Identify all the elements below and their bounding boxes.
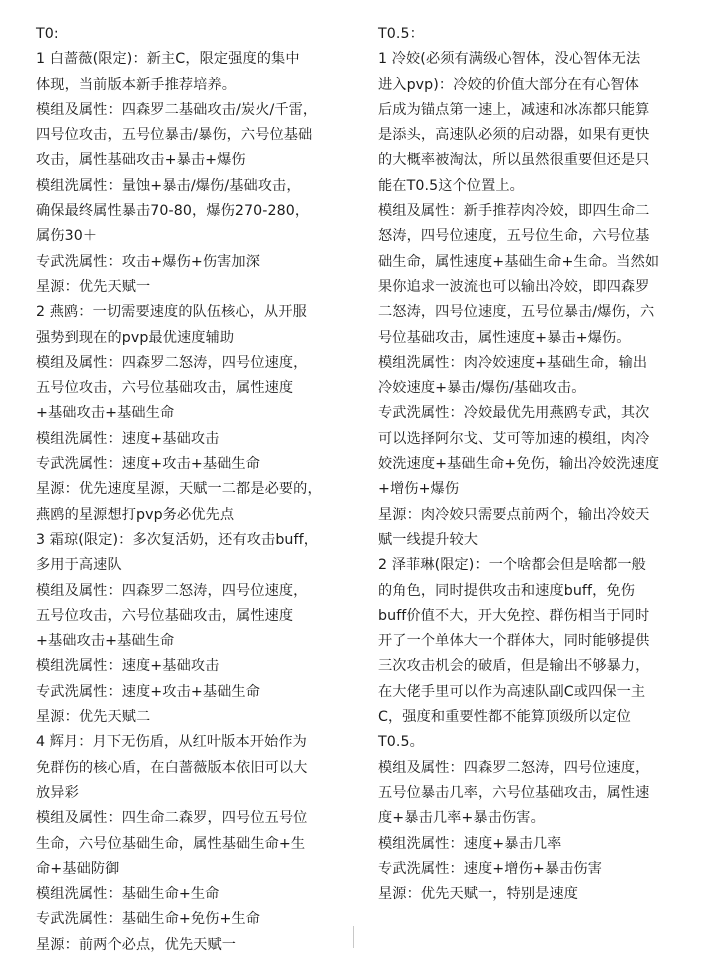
text-line: 专武洗属性：速度+攻击+基础生命	[36, 683, 261, 700]
text-line: 星源：优先天赋一，特别是速度	[378, 886, 579, 903]
text-line: T0.5。	[378, 734, 424, 751]
text-line: 能在T0.5这个位置上。	[378, 177, 524, 194]
text-line: 专武洗属性：冷姣最优先用燕鸥专武，其次	[378, 405, 650, 422]
text-line: 放异彩	[36, 784, 79, 801]
text-line: 多用于高速队	[36, 557, 122, 574]
right-text-column	[378, 22, 696, 907]
text-line: 1 白蔷薇(限定)：新主C，限定强度的集中	[36, 51, 300, 68]
text-line: 星源：肉冷姣只需要点前两个，输出冷姣天	[378, 506, 650, 523]
text-line: 2 燕鸥：一切需要速度的队伍核心，从开服	[36, 304, 307, 321]
text-line: T0:	[36, 26, 59, 42]
text-line: 星源：优先速度星源，天赋一二都是必要的，	[36, 481, 322, 498]
text-line: 二怒涛，四号位速度，五号位暴击/爆伤，六	[378, 304, 655, 321]
text-line: 模组及属性：四生命二森罗，四号位五号位	[36, 810, 308, 827]
text-line: 星源：优先天赋二	[36, 709, 151, 726]
text-line: 模组洗属性：速度+基础攻击	[36, 430, 220, 447]
text-line: +增伤+爆伤	[378, 481, 460, 498]
text-line: 五号位攻击，六号位基础攻击，属性速度	[36, 607, 294, 624]
text-line: 1 冷姣(必须有满级心智体，没心智体无法	[378, 51, 641, 68]
text-line: 专武洗属性：速度+增伤+暴击伤害	[378, 860, 603, 877]
text-line: 可以选择阿尔戈、艾可等加速的模组，肉冷	[378, 430, 650, 447]
text-line: 专武洗属性：速度+攻击+基础生命	[36, 456, 261, 473]
text-line: +基础攻击+基础生命	[36, 405, 175, 422]
text-line: 属伤30＋	[36, 228, 98, 245]
text-line: 的大概率被淘汰，所以虽然很重要但还是只	[378, 152, 650, 169]
text-line: 模组及属性：四森罗二怒涛，四号位速度，	[378, 759, 650, 776]
text-line: 星源：优先天赋一	[36, 278, 151, 295]
text-line: 生命，六号位基础生命，属性基础生命+生	[36, 835, 306, 852]
text-line: 是添头，高速队必须的启动器，如果有更快	[378, 127, 650, 144]
text-line: 命+基础防御	[36, 860, 120, 877]
text-line: 模组洗属性：基础生命+生命	[36, 886, 220, 903]
text-line: 后成为锚点第一速上，减速和冰冻都只能算	[378, 101, 650, 118]
left-text-column	[36, 22, 336, 958]
text-line: 姣洗速度+基础生命+免伤，输出冷姣洗速度	[378, 456, 660, 473]
text-line: 进入pvp)：冷姣的价值大部分在有心智体	[378, 76, 639, 93]
text-line: 专武洗属性：基础生命+免伤+生命	[36, 911, 261, 928]
text-line: 模组洗属性：速度+暴击几率	[378, 835, 562, 852]
text-line: 果你追求一波流也可以输出冷姣，即四森罗	[378, 278, 650, 295]
text-line: 的角色，同时提供攻击和速度buff，免伤	[378, 582, 635, 599]
column-divider	[353, 926, 354, 948]
text-line: 强势到现在的pvp最优速度辅助	[36, 329, 235, 346]
text-line: 度+暴击几率+暴击伤害。	[378, 810, 545, 827]
text-line: +基础攻击+基础生命	[36, 633, 175, 650]
text-line: 四号位攻击，五号位暴击/暴伤，六号位基础	[36, 127, 313, 144]
text-line: 攻击，属性基础攻击+暴击+爆伤	[36, 152, 246, 169]
text-line: 模组洗属性：量蚀+暴击/爆伤/基础攻击，	[36, 177, 301, 194]
text-line: 怒涛，四号位速度，五号位生命，六号位基	[378, 228, 650, 245]
text-line: 免群伤的核心盾，在白蔷薇版本依旧可以大	[36, 759, 308, 776]
text-line: 赋一线提升较大	[378, 531, 479, 548]
text-line: 专武洗属性：攻击+爆伤+伤害加深	[36, 253, 261, 270]
text-line: 五号位暴击几率，六号位基础攻击，属性速	[378, 784, 650, 801]
text-line: 模组及属性：四森罗二基础攻击/炭火/千雷，	[36, 101, 318, 118]
text-line: 础生命，属性速度+基础生命+生命。当然如	[378, 253, 660, 270]
text-line: 模组洗属性：肉冷姣速度+基础生命，输出	[378, 354, 648, 371]
text-line: T0.5：	[378, 26, 424, 42]
text-line: 五号位攻击，六号位基础攻击，属性速度	[36, 380, 294, 397]
text-line: 模组及属性：新手推荐肉冷姣，即四生命二	[378, 203, 650, 220]
text-line: 模组及属性：四森罗二怒涛，四号位速度，	[36, 582, 308, 599]
text-line: 模组洗属性：速度+基础攻击	[36, 658, 220, 675]
text-line: 3 霜琼(限定)：多次复活奶，还有攻击buff，	[36, 531, 318, 548]
text-line: 在大佬手里可以作为高速队副C或四保一主	[378, 683, 646, 700]
text-line: 号位基础攻击，属性速度+暴击+爆伤。	[378, 329, 631, 346]
text-line: 燕鸥的星源想打pvp务必优先点	[36, 506, 235, 523]
text-line: buff价值不大，开大免控、群伤相当于同时	[378, 607, 650, 624]
text-line: 三次攻击机会的破盾，但是输出不够暴力，	[378, 658, 650, 675]
text-line: 模组及属性：四森罗二怒涛，四号位速度，	[36, 354, 308, 371]
text-line: 2 泽菲琳(限定)：一个啥都会但是啥都一般	[378, 557, 646, 574]
text-line: 冷姣速度+暴击/爆伤/基础攻击。	[378, 380, 586, 397]
text-line: 星源：前两个必点，优先天赋一	[36, 936, 237, 953]
text-line: 确保最终属性暴击70-80，爆伤270-280，	[36, 203, 310, 220]
text-line: 开了一个单体大一个群体大，同时能够提供	[378, 633, 650, 650]
text-line: 体现，当前版本新手推荐培养。	[36, 76, 237, 93]
text-line: C，强度和重要性都不能算顶级所以定位	[378, 709, 631, 726]
text-line: 4 辉月：月下无伤盾，从红叶版本开始作为	[36, 734, 307, 751]
